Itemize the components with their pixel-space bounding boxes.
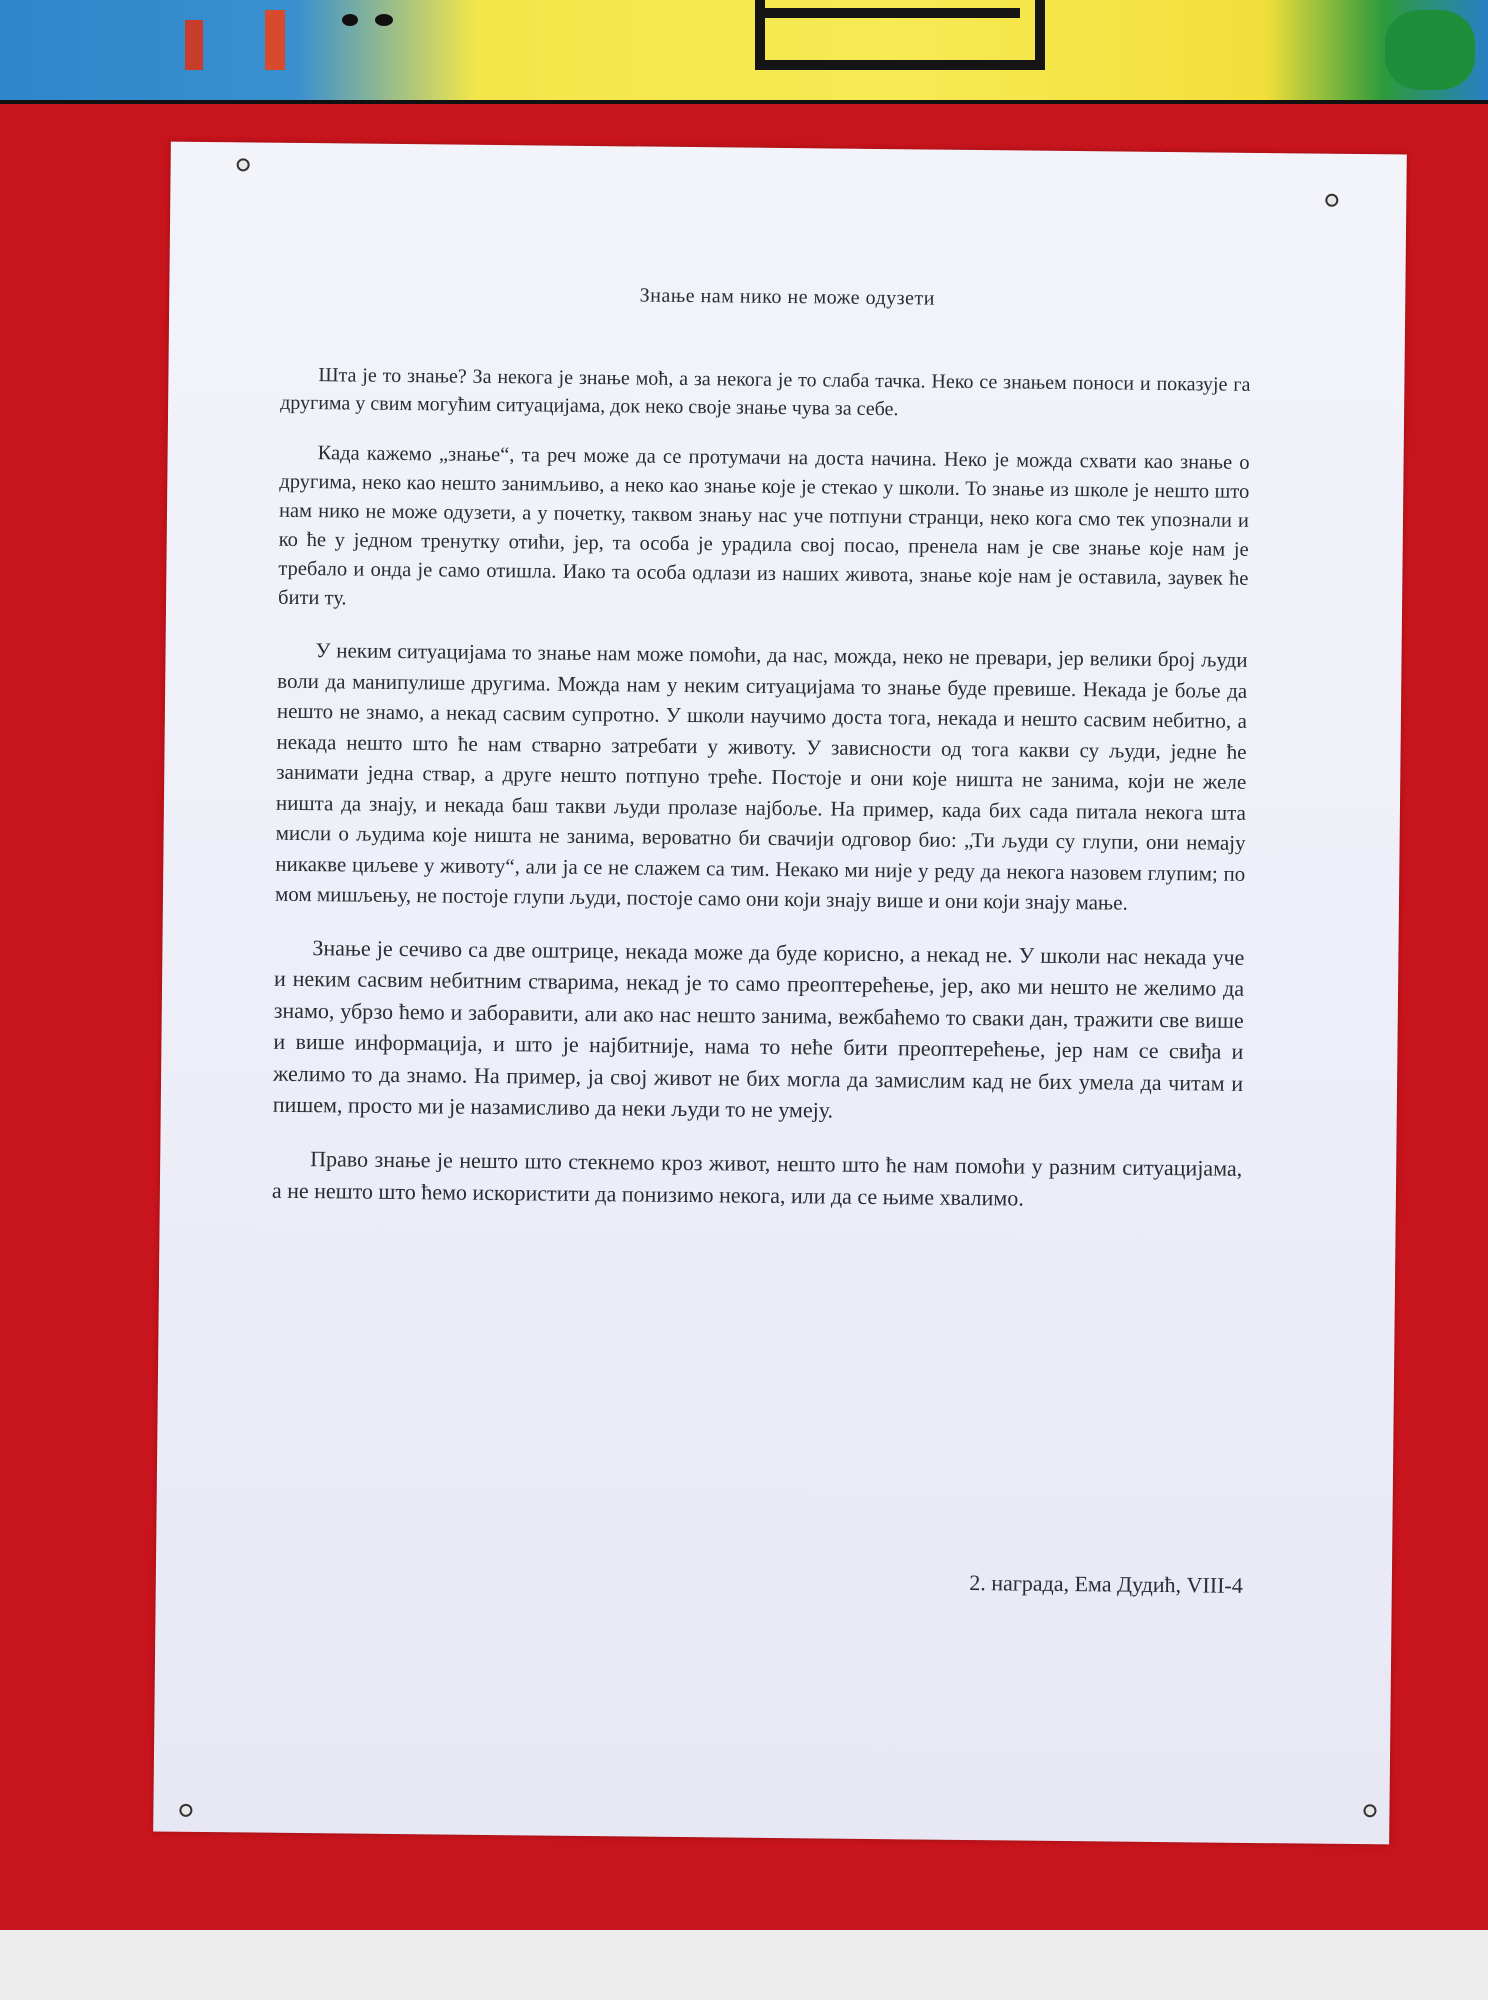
pin-icon [179,1804,192,1817]
children-painting [0,0,1488,104]
essay-sheet [153,142,1407,1845]
paragraph: Шта је то знање? За некога је знање моћ, а за некога је то слаба тачка. Неко се знањем поноси и показује га другима у свим могућим ситуацијама, док неко своје знање чува за себе. [280,364,1251,421]
essay-body [272,361,1251,1239]
pin-icon [1325,194,1338,207]
wall-bottom [0,1930,1488,2000]
pin-icon [237,158,250,171]
paragraph: Знање је сечиво са две оштрице, некада може да буде корисно, а некад не. У школи нас некада уче и неким сасвим небитним стварима, некад је то само преоптерећење, јер, ако ми нешто не желимо да знамо, убрзо ћемо и заборавити, али ако нас нешто занима, вежбаћемо то сваки дан, тражити све више и више информација, и што је најбитније, нама то неће бити преоптерећење, јер нам се свиђа и желимо то да знамо. На пример, ја свој живот не бих могла да замислим кад не бих умела да читам и пишем, просто ми је назамисливо да неки људи то не умеју. [272,934,1245,1123]
painted-house [755,0,1045,70]
essay-title: Знање нам нико не може одузети [639,284,936,310]
author-signature: 2. награда, Ема Дудић, VIII-4 [969,1570,1243,1598]
painted-tree [1385,10,1475,90]
paragraph: Када кажемо „знање“, та реч може да се протумачи на доста начина. Неко је можда схвати као знање о другима, неко као нешто занимљиво, а неко као знање које је стекао у школи. То знање из школе је нешто што нам нико не може одузети, а у почетку, таквом знању нас уче потпуни странци, неко кога смо тек упознали и ко ће у једном тренутку отићи, јер, та особа је урадила свој посао, пренела нам је све знање које нам је требало и онда је само отишла. Иако та особа одлази из наших живота, знање које нам је оставила, заувек ће бити ту. [277,442,1250,610]
paragraph: Право знање је нешто што стекнемо кроз живот, нешто што ће нам помоћи у разним ситуацијама, а не нешто што ћемо искористити да понизимо некога, или да се њиме хвалимо. [271,1145,1243,1211]
paragraph: У неким ситуацијама то знање нам може помоћи, да нас, можда, неко не превари, јер велики број људи воли да манипулише другима. Можда нам у неким ситуацијама то знање буде превише. Некада је боље да нешто не знамо, а некад сасвим супротно. У школи научимо доста тога, некада и нешто сасвим небитно, а некада нешто што ће нам стварно затребати у животу. У зависности од тога какви су људи, једне ће занимати једна ствар, а друге нешто потпуно треће. Постоје и они које ништа не занима, који не желе ништа да знају, и некада баш такви људи пролазе најбоље. На пример, када бих сада питала некога шта мисли о људима које ништа не занима, вероватно би свачији одговор био: „Ти људи су глупи, они немају никакве циљеве у животу“, али ја се не слажем са тим. Некако ми није у реду да некога назовем глупим; по мом мишљењу, не постоје глупи људи, постоје само они који знају више и они који знају мање. [274,638,1248,915]
pin-icon [1363,1804,1376,1817]
